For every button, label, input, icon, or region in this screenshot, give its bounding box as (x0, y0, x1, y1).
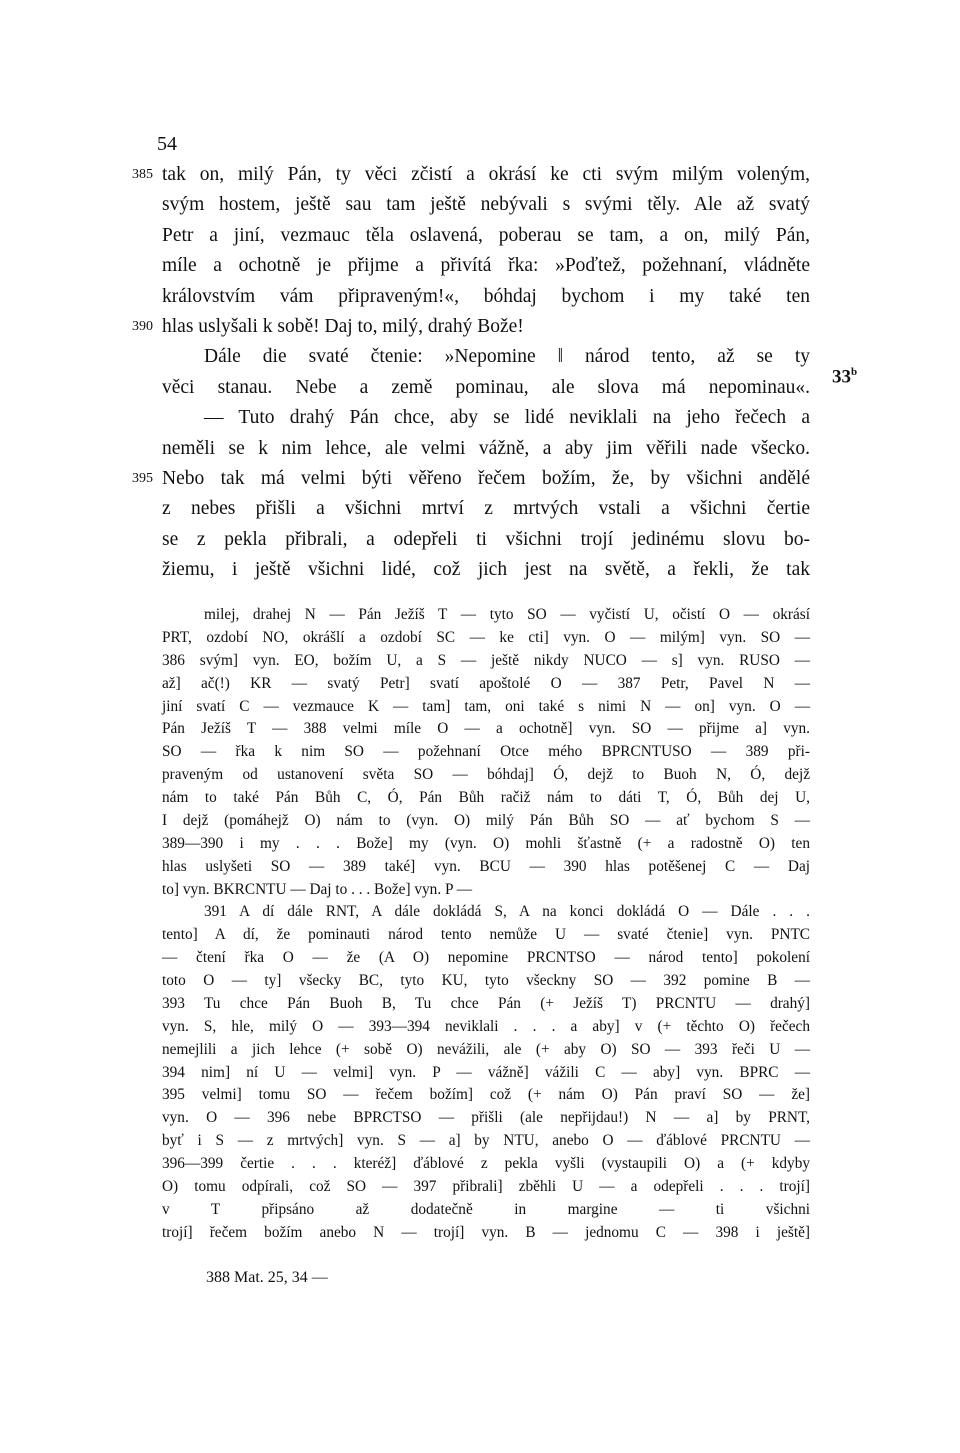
note-line: toto O — ty] všecky BC, tyto KU, tyto všeckny SO — 392 pomine B — (162, 972, 810, 989)
line-number: 395 (132, 470, 153, 486)
line-text: svým hostem, ještě sau tam ještě nebývali s svými těly. Ale až svatý (162, 194, 810, 216)
note-line: SO — řka k nim SO — požehnaní Otce mého BPRCNTUSO — 389 při- (162, 743, 810, 761)
note-line: — čtení řka O — že (A O) nepomine PRCNTSO — národ tento] pokolení (162, 949, 810, 967)
note-line: nám to také Pán Bůh C, Ó, Pán Bůh račiž nám to dáti T, Ó, Bůh dej U, (162, 789, 810, 806)
margin-folio-side: b (851, 366, 858, 378)
text-line (162, 525, 810, 555)
footer-reference: 388 Mat. 25, 34 — (206, 1269, 328, 1286)
note-line: I dejž (pomáhejž O) nám to (vyn. O) milý Pán Bůh SO — ať bychom S — (162, 811, 810, 829)
line-number: 385 (132, 167, 153, 182)
text-line (162, 555, 810, 585)
note-line: 389—390 i my . . . Bože] my (vyn. O) mohli šťastně (+ a radostně O) ten (162, 834, 810, 852)
line-text: neměli se k nim lehce, ale velmi vážně, a aby jim věřili nade všecko. (162, 437, 810, 459)
line-text: Petr a jiní, vezmauc těla oslavená, poberau se tam, a on, milý Pán, (162, 224, 810, 246)
line-text: Nebo tak má velmi býti věřeno řečem božím, že, by všichni andělé (162, 467, 810, 489)
line-text: míle a ochotně je přijme a přivítá řka: »Poďtež, požehnaní, vládněte (162, 255, 810, 277)
line-text: tak on, milý Pán, ty věci zčistí a okrásí ke cti svým milým voleným, (162, 164, 810, 185)
note-line: 391 A dí dále RNT, A dále dokládá S, A na konci dokládá O — Dále . . . (204, 903, 810, 921)
text-line (162, 494, 810, 524)
text-line (162, 221, 810, 251)
note-line: 395 velmi] tomu SO — řečem božím] což (+ nám O) Pán praví SO — že] (162, 1086, 810, 1104)
line-number: 390 (132, 318, 153, 334)
text-line (162, 373, 810, 403)
note-line: to] vyn. BKRCNTU — Daj to . . . Bože] vyn. P — (162, 880, 473, 898)
note-line: praveným od ustanovení světa SO — bóhdaj] Ó, dejž to Buoh N, Ó, dejž (162, 766, 810, 784)
text-line (162, 190, 810, 220)
line-text: hlas uslyšali k sobě! Daj to, milý, drahý Bože! (162, 315, 524, 337)
note-line: Pán Ježíš T — 388 velmi míle O — a ochotně] vyn. SO — přijme a] vyn. (162, 720, 810, 738)
margin-folio-mark (832, 366, 857, 388)
text-line (132, 464, 810, 494)
line-text: královstvím vám připraveným!«, bóhdaj bychom i my také ten (162, 285, 810, 307)
note-line: 394 nim] ní U — velmi] vyn. P — vážně] vážili C — aby] vyn. BPRC — (162, 1063, 810, 1081)
note-line: byť i S — z mrtvých] vyn. S — a] by NTU, anebo O — ďáblové PRCNTU — (162, 1132, 810, 1150)
line-text: z nebes přišli a všichni mrtví z mrtvých vstali a všichni čertie (162, 498, 810, 520)
text-line (162, 282, 810, 312)
note-line: tento] A dí, že pominauti národ tento nemůže U — svaté čtenie] vyn. PNTC (162, 926, 810, 944)
text-line (162, 342, 810, 372)
text-line (162, 251, 810, 281)
text-line (132, 160, 810, 190)
note-line: nemejlili a jich lehce (+ sobě O) nevážili, ale (+ aby O) SO — 393 řeči U — (162, 1040, 810, 1058)
note-line: 386 svým] vyn. EO, božím U, a S — ještě nikdy NUCO — s] vyn. RUSO — (162, 651, 810, 669)
line-text: — Tuto drahý Pán chce, aby se lidé neviklali na jeho řečech a (204, 407, 810, 429)
note-line: PRT, ozdobí NO, okrášlí a ozdobí SC — ke cti] vyn. O — milým] vyn. SO — (162, 628, 810, 646)
note-line: vyn. O — 396 nebe BPRCTSO — přišli (ale nepřijdau!) N — a] by PRNT, (162, 1109, 810, 1127)
note-line: milej, drahej N — Pán Ježíš T — tyto SO — vyčistí U, očistí O — okrásí (204, 606, 810, 623)
margin-folio-number: 33 (832, 366, 851, 388)
note-line: vyn. S, hle, milý O — 393—394 neviklali . . . a aby] v (+ těchto O) řečech (162, 1017, 810, 1035)
line-text: žiemu, i ještě všichni lidé, což jich jest na světě, a řekli, že tak (162, 559, 810, 581)
text-line (162, 434, 810, 464)
critical-apparatus (162, 604, 810, 1245)
line-text: Dále die svaté čtenie: »Nepomine ‖ národ tento, až se ty (204, 346, 810, 368)
note-line: O) tomu odpírali, což SO — 397 přibrali] zběhli U — a odepřeli . . . trojí] (162, 1177, 810, 1195)
note-line: trojí] řečem božím anebo N — trojí] vyn. B — jednomu C — 398 i ještě] (162, 1223, 810, 1241)
note-line: v T připsáno až dodatečně in margine — ti všichni (162, 1200, 810, 1218)
main-text (132, 160, 810, 585)
line-text: se z pekla přibrali, a odepřeli ti všichni trojí jedinému slovu bo- (162, 528, 810, 550)
note-line: až] ač(!) KR — svatý Petr] svatí apoštolé O — 387 Petr, Pavel N — (162, 674, 810, 692)
note-line: 396—399 čertie . . . kteréž] ďáblové z pekla vyšli (vystaupili O) a (+ kdyby (162, 1155, 810, 1172)
text-line (162, 403, 810, 433)
note-line: 393 Tu chce Pán Buoh B, Tu chce Pán (+ Ježíš T) PRCNTU — drahý] (162, 994, 810, 1012)
note-line: jiní svatí C — vezmauce K — tam] tam, oni také s nimi N — on] vyn. O — (162, 697, 810, 715)
text-line (132, 312, 810, 342)
page-number: 54 (157, 133, 177, 155)
line-text: věci stanau. Nebe a země pominau, ale slova má nepominau«. (162, 376, 810, 398)
note-line: hlas uslyšeti SO — 389 také] vyn. BCU — 390 hlas potěšenej C — Daj (162, 857, 810, 875)
